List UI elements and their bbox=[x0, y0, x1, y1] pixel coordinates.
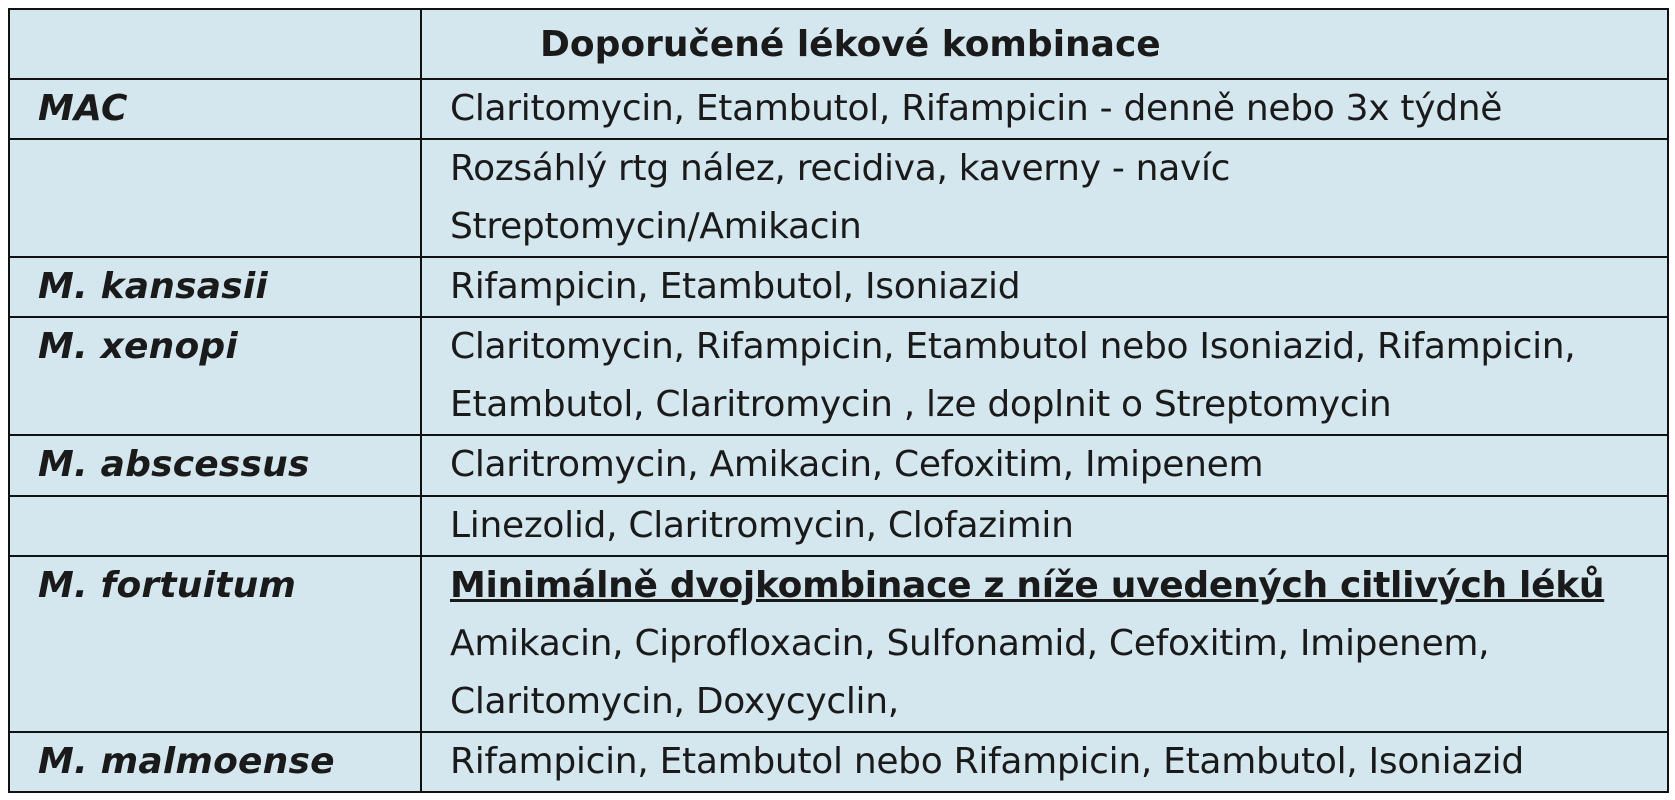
species-name: MAC bbox=[38, 88, 128, 130]
species-cell bbox=[9, 317, 421, 435]
drug-line: Claritromycin, Amikacin, Cefoxitim, Imipenem bbox=[450, 444, 1264, 486]
species-name: M. fortuitum bbox=[38, 564, 297, 606]
drug-combination-table bbox=[8, 8, 1667, 793]
table-row bbox=[9, 79, 1668, 139]
species-cell bbox=[9, 435, 421, 495]
drug-line: Claritomycin, Doxycyclin, bbox=[450, 680, 899, 722]
table-row bbox=[9, 732, 1668, 792]
drug-line: Claritomycin, Etambutol, Rifampicin - denně nebo 3x týdně bbox=[450, 88, 1503, 130]
drugs-cell bbox=[421, 79, 1668, 139]
species-cell bbox=[9, 257, 421, 317]
drug-line: Claritomycin, Rifampicin, Etambutol nebo Isoniazid, Rifampicin, bbox=[450, 326, 1576, 368]
table-row bbox=[9, 139, 1668, 257]
species-cell bbox=[9, 139, 421, 257]
drugs-cell bbox=[421, 496, 1668, 556]
species-name: M. kansasii bbox=[38, 266, 268, 308]
table-row bbox=[9, 317, 1668, 435]
drug-line: Amikacin, Ciprofloxacin, Sulfonamid, Cefoxitim, Imipenem, bbox=[450, 622, 1490, 664]
drugs-cell bbox=[421, 317, 1668, 435]
drugs-cell bbox=[421, 139, 1668, 257]
header-cell-combinations: Doporučené lékové kombinace bbox=[421, 9, 1668, 79]
drugs-cell bbox=[421, 556, 1668, 732]
highlight-line: Minimálně dvojkombinace z níže uvedených citlivých léků bbox=[450, 564, 1605, 606]
table-row bbox=[9, 257, 1668, 317]
species-name bbox=[38, 140, 406, 198]
drug-line: Rifampicin, Etambutol nebo Rifampicin, Etambutol, Isoniazid bbox=[450, 740, 1524, 782]
table-row bbox=[9, 496, 1668, 556]
table-row bbox=[9, 556, 1668, 732]
drug-line: Linezolid, Claritromycin, Clofazimin bbox=[450, 504, 1074, 546]
drug-line: Rifampicin, Etambutol, Isoniazid bbox=[450, 266, 1021, 308]
species-cell bbox=[9, 496, 421, 556]
header-cell-species bbox=[9, 9, 421, 79]
drug-line: Etambutol, Claritromycin , lze doplnit o Streptomycin bbox=[450, 384, 1392, 426]
drugs-cell bbox=[421, 435, 1668, 495]
table-row bbox=[9, 435, 1668, 495]
species-cell bbox=[9, 556, 421, 732]
header-row bbox=[9, 9, 1668, 79]
drugs-cell bbox=[421, 732, 1668, 792]
table bbox=[8, 8, 1669, 793]
species-cell bbox=[9, 79, 421, 139]
drug-line: Rozsáhlý rtg nález, recidiva, kaverny - navíc bbox=[450, 148, 1231, 190]
species-name: M. xenopi bbox=[38, 326, 238, 368]
drugs-cell bbox=[421, 257, 1668, 317]
drug-line: Streptomycin/Amikacin bbox=[450, 206, 862, 248]
species-name bbox=[38, 497, 406, 555]
species-cell bbox=[9, 732, 421, 792]
species-name: M. malmoense bbox=[38, 740, 335, 782]
species-name: M. abscessus bbox=[38, 444, 310, 486]
